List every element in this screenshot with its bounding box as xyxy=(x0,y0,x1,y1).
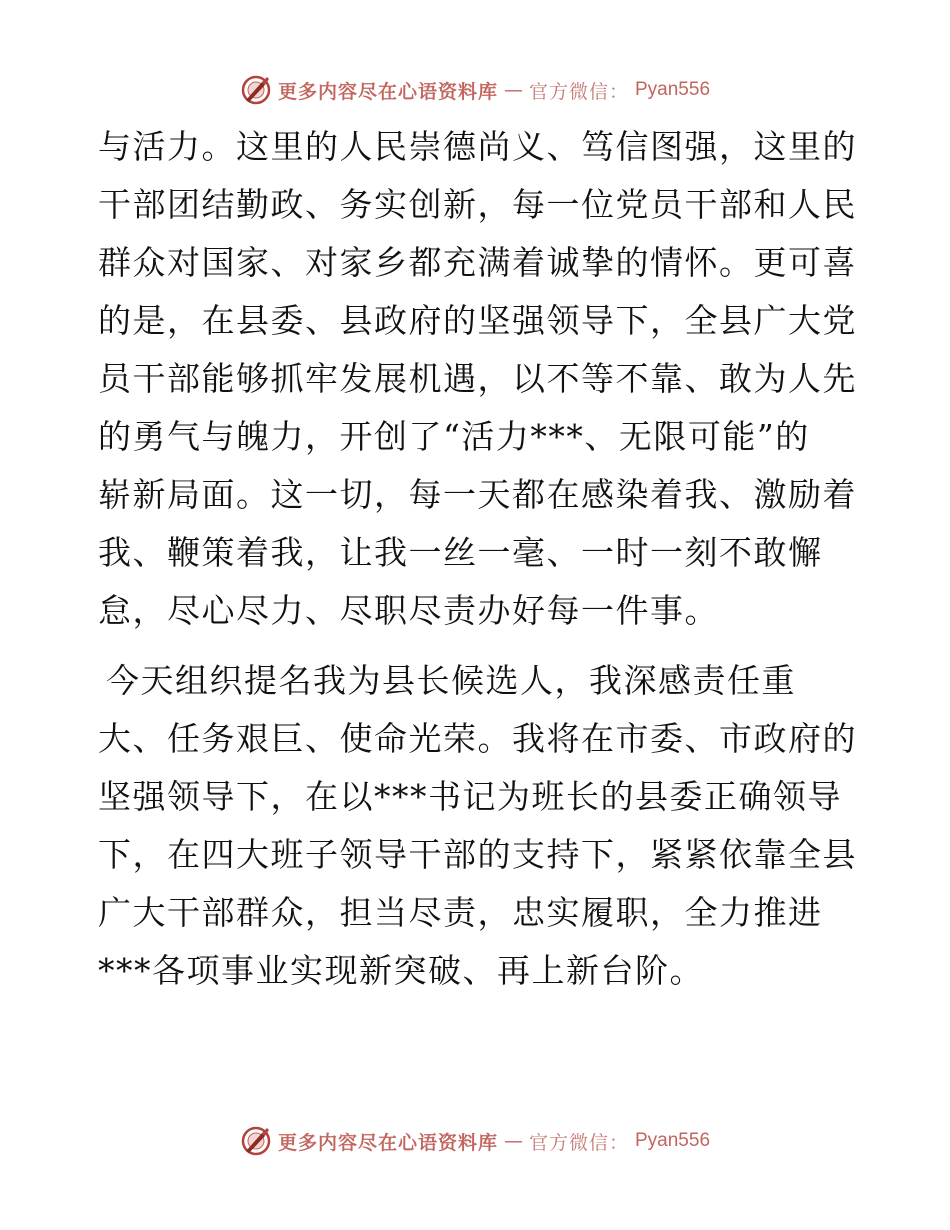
watermark-dash: — xyxy=(503,79,523,101)
paragraph-line: 的是，在县委、县政府的坚强领导下，全县广大党 xyxy=(98,301,857,340)
footer-watermark xyxy=(0,1121,950,1161)
paragraph-1 xyxy=(98,118,858,640)
quill-seal-icon xyxy=(240,1125,272,1157)
watermark-main-text: 更多内容尽在心语资料库 xyxy=(277,1131,498,1154)
paragraph-line: 坚强领导下，在以***书记为班长的县委正确领导 xyxy=(98,777,842,816)
paragraph-line: 与活力。这里的人民崇德尚义、笃信图强，这里的 xyxy=(98,127,857,166)
paragraph-line: 员干部能够抓牢发展机遇，以不等不靠、敢为人先 xyxy=(98,359,857,398)
paragraph-line: ***各项事业实现新突破、再上新台阶。 xyxy=(98,951,704,990)
watermark-wechat-id: Pyan556 xyxy=(635,1130,711,1151)
watermark-wechat-label: 官方微信： xyxy=(528,80,629,103)
paragraph-line: 大、任务艰巨、使命光荣。我将在市委、市政府的 xyxy=(98,719,857,758)
quill-seal-icon xyxy=(240,74,272,106)
watermark-wechat-id: Pyan556 xyxy=(635,79,711,100)
watermark-main-text: 更多内容尽在心语资料库 xyxy=(277,80,498,103)
paragraph-line: 今天组织提名我为县长候选人，我深感责任重 xyxy=(106,661,796,700)
header-watermark xyxy=(0,70,950,110)
paragraph-line: 崭新局面。这一切，每一天都在感染着我、激励着 xyxy=(98,475,857,514)
paragraph-2 xyxy=(98,652,858,1000)
document-body xyxy=(98,118,858,1000)
paragraph-line: 下，在四大班子领导干部的支持下，紧紧依靠全县 xyxy=(98,835,857,874)
paragraph-line: 我、鞭策着我，让我一丝一毫、一时一刻不敢懈 xyxy=(98,533,823,572)
watermark-dash: — xyxy=(503,1130,523,1152)
paragraph-line: 群众对国家、对家乡都充满着诚挚的情怀。更可喜 xyxy=(98,243,857,282)
paragraph-line: 怠，尽心尽力、尽职尽责办好每一件事。 xyxy=(98,591,719,630)
paragraph-line: 广大干部群众，担当尽责，忠实履职，全力推进 xyxy=(98,893,823,932)
paragraph-line: 干部团结勤政、务实创新，每一位党员干部和人民 xyxy=(98,185,857,224)
watermark-wechat-label: 官方微信： xyxy=(528,1131,629,1154)
paragraph-line: 的勇气与魄力，开创了“活力***、无限可能”的 xyxy=(98,417,810,456)
